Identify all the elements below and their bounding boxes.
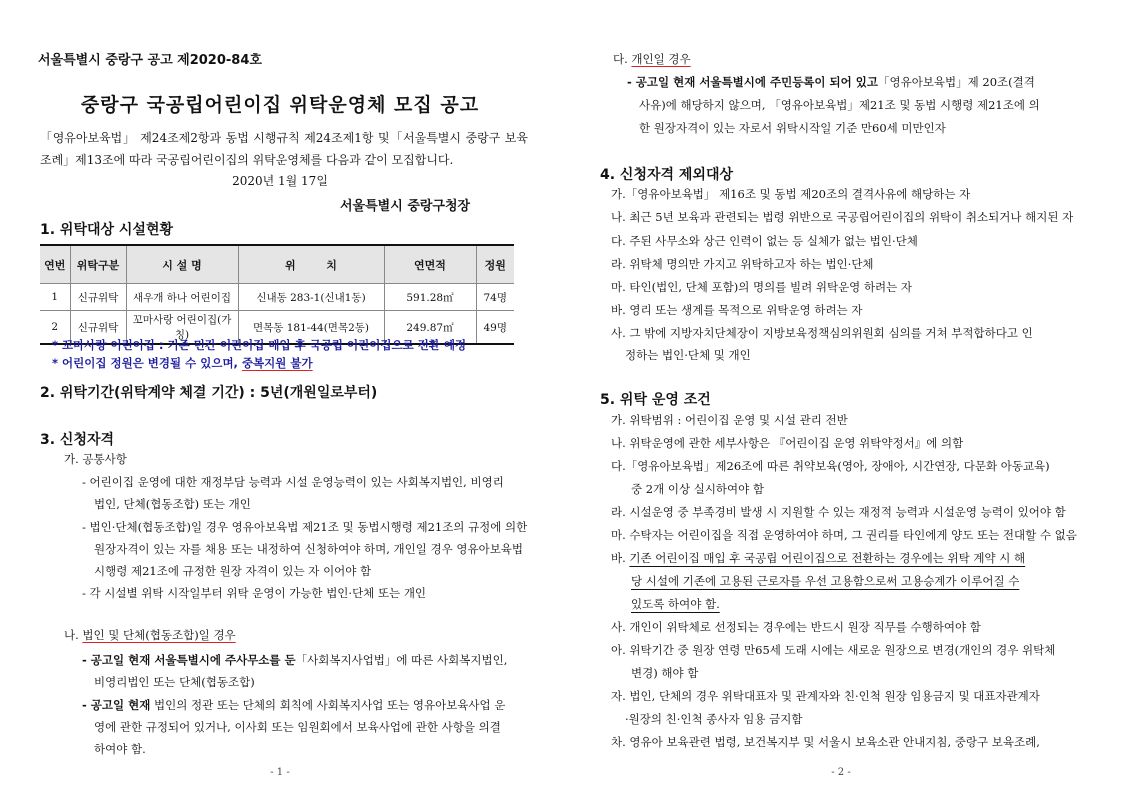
note-kkoma: * 꼬마사랑 어린이집 : 기존 민간 어린이집 매입 후 국공립 어린이집으로 전환 예정 — [52, 338, 467, 352]
s5-item: 사. 개인이 위탁체로 선정되는 경우에는 반드시 원장 직무를 수행하여야 함 — [611, 620, 981, 634]
table-cell: 새우개 하나 어린이집 — [126, 284, 238, 311]
s3-ga-item: 시행령 제21조에 규정한 원장 자격이 있는 자 이어야 함 — [94, 564, 372, 578]
s5-item: ·원장의 친·인척 종사자 임용 금지함 — [625, 712, 803, 726]
page-1 — [0, 0, 560, 793]
section-2-heading: 2. 위탁기간(위탁계약 체결 기간) : 5년(개원일로부터) — [40, 385, 378, 401]
s3-na-heading — [64, 627, 236, 643]
s5-item: 아. 위탁기간 중 원장 연령 만65세 도래 시에는 새로운 원장으로 변경(개인의 경우 위탁체 — [611, 643, 1056, 657]
section-1-heading: 1. 위탁대상 시설현황 — [40, 222, 173, 238]
s4-item: 정하는 법인·단체 및 개인 — [625, 348, 751, 362]
header-cell: 시 설 명 — [126, 245, 238, 284]
s5-item-ba — [611, 550, 1025, 566]
table-cell: 74명 — [476, 284, 514, 311]
s5-ba-text: 기존 어린이집 매입 후 국공립 어린이집으로 전환하는 경우에는 위탁 계약 시 해 — [629, 551, 1026, 565]
s4-item: 마. 타인(법인, 단체 포함)의 명의를 빌려 위탁운영 하려는 자 — [611, 280, 913, 294]
table-cell: 2 — [40, 311, 70, 345]
table-cell: 249.87㎡ — [384, 311, 476, 345]
s5-item: 라. 시설운영 중 부족경비 발생 시 지원할 수 있는 재정적 능력과 시설운영 능력이 있어야 함 — [611, 505, 1066, 519]
section-5-heading: 5. 위탁 운영 조건 — [600, 392, 711, 408]
table-cell: 591.28㎡ — [384, 284, 476, 311]
s5-item: 자. 법인, 단체의 경우 위탁대표자 및 관계자와 친·인척 원장 임용금지 및 대표자관계자 — [611, 689, 1040, 703]
page-2 — [561, 0, 1121, 793]
announcement-date: 2020년 1월 17일 — [232, 174, 328, 188]
document-title: 중랑구 국공립어린이집 위탁운영체 모집 공고 — [80, 94, 480, 116]
notice-number: 서울특별시 중랑구 공고 제2020-84호 — [38, 53, 262, 68]
s3-ga-heading: 가. 공통사항 — [64, 452, 127, 466]
s3-da-item — [627, 74, 1035, 90]
s3-da-text: 「영유아보육법」제 20조(결격 — [877, 75, 1035, 89]
page-number: - 2 - — [831, 767, 851, 778]
s3-ga-item: - 법인·단체(협동조합)일 경우 영유아보육법 제21조 및 동법시행령 제21조의 규정에 의한 — [82, 520, 528, 534]
table-cell: 면목동 181-44(면목2동) — [238, 311, 384, 345]
table-cell: 1 — [40, 284, 70, 311]
s4-item: 사. 그 밖에 지방자치단체장이 지방보육정책심의위원회 심의를 거쳐 부적합하다고 인 — [611, 326, 1033, 340]
s3-da-bold: - 공고일 현재 서울특별시에 주민등록이 되어 있고 — [627, 75, 878, 89]
s4-item: 가.「영유아보육법」 제16조 및 동법 제20조의 결격사유에 해당하는 자 — [611, 187, 971, 201]
s3-na-item: 하여야 함. — [94, 742, 146, 756]
facility-table — [40, 244, 514, 345]
s5-item: 다.「영유아보육법」제26조에 따른 취약보육(영아, 장애아, 시간연장, 다문화 아동교육) — [611, 459, 1050, 473]
s5-item: 나. 위탁운영에 관한 세부사항은 『어린이집 운영 위탁약정서』에 의함 — [611, 436, 964, 450]
s3-ga-item: - 어린이집 운영에 대한 재정부담 능력과 시설 운영능력이 있는 사회복지법인, 비영리 — [82, 475, 504, 489]
header-cell: 연번 — [40, 245, 70, 284]
s5-item: 중 2개 이상 실시하여야 함 — [631, 482, 765, 496]
s3-na-item — [82, 652, 507, 668]
s5-item-ba: 있도록 하여야 함. — [631, 597, 720, 611]
table-header-row — [40, 245, 514, 284]
s3-da-prefix: 다. — [613, 52, 632, 66]
s4-item: 바. 영리 또는 생계를 목적으로 위탁운영 하려는 자 — [611, 303, 863, 317]
s4-item: 라. 위탁체 명의만 가지고 위탁하고자 하는 법인·단체 — [611, 257, 874, 271]
header-cell: 정원 — [476, 245, 514, 284]
table-row — [40, 284, 514, 311]
note-capacity-text: * 어린이집 정원은 변경될 수 있으며, — [52, 356, 242, 370]
s5-item: 차. 영유아 보육관련 법령, 보건복지부 및 서울시 보육소관 안내지침, 중랑구 보육조례, — [611, 735, 1040, 749]
header-cell: 위탁구분 — [70, 245, 126, 284]
note-capacity — [52, 355, 313, 371]
section-4-heading: 4. 신청자격 제외대상 — [600, 167, 733, 183]
s5-item-ba: 당 시설에 기존에 고용된 근로자를 우선 고용함으로써 고용승계가 이루어질 수 — [631, 574, 1020, 588]
s5-item: 변경) 해야 함 — [631, 666, 699, 680]
s3-da-item: 사유)에 해당하지 않으며, 「영유아보육법」제21조 및 동법 시행령 제21조에 의 — [639, 98, 1040, 112]
s3-na-title: 법인 및 단체(협동조합)일 경우 — [82, 628, 236, 642]
table-cell: 신규위탁 — [70, 311, 126, 345]
table-cell: 49명 — [476, 311, 514, 345]
issuer-name: 서울특별시 중랑구청장 — [340, 199, 471, 214]
intro-paragraph: 「영유아보육법」 제24조제2항과 동법 시행규칙 제24조제1항 및「서울특별시 중랑구 보육조례」제13조에 따라 국공립어린이집의 위탁운영체를 다음과 같이 모집합니다. — [40, 131, 528, 167]
s3-na-prefix: 나. — [64, 628, 83, 642]
s3-na-item: 영에 관한 규정되어 있거나, 이사회 또는 임원회에서 보육사업에 관한 사항을 의결 — [94, 720, 501, 734]
table-cell: 신내동 283-1(신내1동) — [238, 284, 384, 311]
header-cell: 위 치 — [238, 245, 384, 284]
s3-na-bold: - 공고일 현재 — [82, 698, 151, 712]
s3-ga-item: - 각 시설별 위탁 시작일부터 위탁 운영이 가능한 법인·단체 또는 개인 — [82, 586, 427, 600]
s3-da-heading — [613, 51, 691, 67]
s3-da-item: 한 원장자격이 있는 자로서 위탁시작일 기준 만60세 미만인자 — [639, 121, 946, 135]
table-cell: 신규위탁 — [70, 284, 126, 311]
s3-na-text: 「사회복지사업법」에 따른 사회복지법인, — [295, 653, 508, 667]
s3-ga-item: 법인, 단체(협동조합) 또는 개인 — [94, 497, 251, 511]
s5-item: 마. 수탁자는 어린이집을 직접 운영하여야 하며, 그 권리를 타인에게 양도 또는 전대할 수 없음 — [611, 528, 1077, 542]
s3-na-text: 법인의 정관 또는 단체의 회칙에 사회복지사업 또는 영유아보육사업 운 — [150, 698, 506, 712]
page-number: - 1 - — [270, 767, 290, 778]
s3-na-item — [82, 697, 505, 713]
header-cell: 연면적 — [384, 245, 476, 284]
table-cell: 꼬마사랑 어린이집(가칭) — [126, 311, 238, 345]
s3-na-bold: - 공고일 현재 서울특별시에 주사무소를 둔 — [82, 653, 296, 667]
s4-item: 나. 최근 5년 보육과 관련되는 법령 위반으로 국공립어린이집의 위탁이 취소되거나 해지된 자 — [611, 210, 1074, 224]
s3-na-item: 비영리법인 또는 단체(협동조합) — [94, 675, 255, 689]
s5-item: 가. 위탁범위 : 어린이집 운영 및 시설 관리 전반 — [611, 413, 848, 427]
s3-da-title: 개인일 경우 — [631, 52, 691, 66]
s5-ba-prefix: 바. — [611, 551, 630, 565]
s3-ga-item: 원장자격이 있는 자를 채용 또는 내정하여 신청하여야 하며, 개인일 경우 영유아보육법 — [94, 542, 524, 556]
note-no-duplicate: 중복지원 불가 — [241, 356, 313, 370]
s4-item: 다. 주된 사무소와 상근 인력이 없는 등 실체가 없는 법인·단체 — [611, 234, 918, 248]
section-3-heading: 3. 신청자격 — [40, 432, 115, 448]
